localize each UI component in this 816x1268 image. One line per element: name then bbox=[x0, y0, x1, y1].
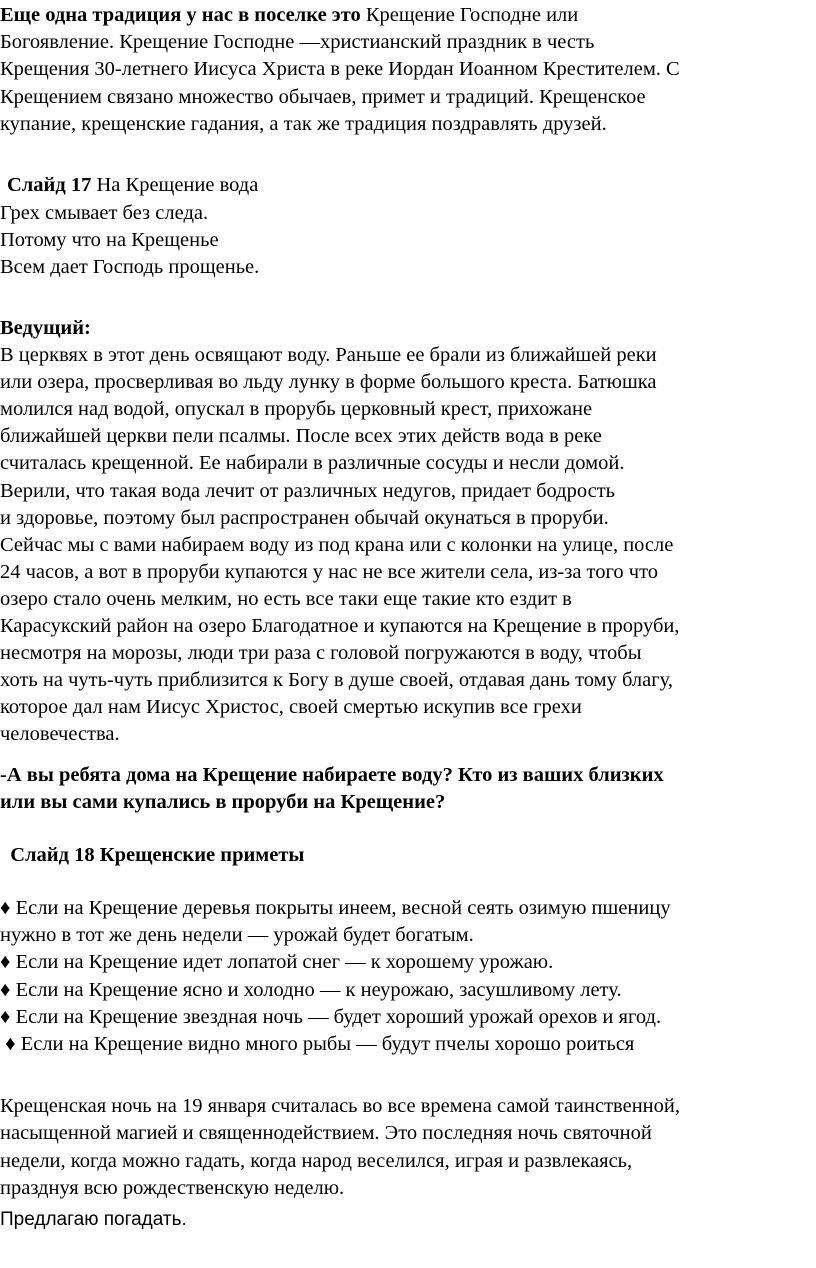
host-line-1: В церквях в этот день освящают воду. Раньше ее брали из ближайшей реки bbox=[0, 344, 657, 366]
question-line-2: или вы сами купались в проруби на Крещение? bbox=[0, 791, 446, 813]
slide17-line-1-rest: На Крещение вода bbox=[91, 174, 259, 196]
host-line-7: и здоровье, поэтому был распространен обычай окунаться в проруби. bbox=[0, 506, 609, 529]
host-line-4: ближайшей церкви пели псалмы. После всех этих действ вода в реке bbox=[0, 425, 602, 448]
night-line-4: празднуя всю рождественскую неделю. bbox=[0, 1176, 345, 1199]
host-line-12: несмотря на морозы, люди три раза с головой погружаются в воду, чтобы bbox=[0, 642, 642, 665]
omen-line-2: нужно в тот же день недели — урожай будет богатым. bbox=[0, 924, 474, 947]
slide17-line-1 bbox=[7, 172, 258, 199]
night-line-3: недели, когда можно гадать, когда народ веселился, играя и развлекаясь, bbox=[0, 1149, 633, 1172]
host-line-8: Сейчас мы с вами набираем воду из под крана или с колонки на улице, после bbox=[0, 533, 674, 556]
slide18-heading: Слайд 18 Крещенские приметы bbox=[0, 844, 305, 866]
closing-line: Предлагаю погадать. bbox=[0, 1209, 187, 1230]
host-line-9: 24 часов, а вот в проруби купаются у нас не все жители села, из-за того что bbox=[0, 560, 659, 583]
intro-line-1-rest: Крещение Господне или bbox=[360, 4, 579, 26]
host-line-6: Верили, что такая вода лечит от различных недугов, придает бодрость bbox=[0, 479, 615, 502]
host-label: Ведущий: bbox=[0, 317, 91, 339]
intro-line-4: Крещением связано множество обычаев, примет и традиций. Крещенское bbox=[0, 86, 646, 108]
host-line-13: хоть на чуть-чуть приблизится к Богу в душе своей, отдавая дань тому благу, bbox=[0, 669, 673, 692]
omen-line-3: ♦ Если на Крещение идет лопатой снег — к хорошему урожаю. bbox=[0, 951, 554, 974]
host-line-5: считалась крещенной. Ее набирали в различные сосуды и несли домой. bbox=[0, 452, 625, 475]
intro-line-5: купание, крещенские гадания, а так же традиция поздравлять друзей. bbox=[0, 113, 607, 135]
intro-line-3: Крещения 30-летнего Иисуса Христа в реке Иордан Иоанном Крестителем. С bbox=[0, 58, 680, 80]
omen-line-6: ♦ Если на Крещение видно много рыбы — будут пчелы хорошо роиться bbox=[0, 1033, 635, 1055]
question-line-1: -А вы ребята дома на Крещение набираете воду? Кто из ваших близких bbox=[0, 764, 664, 786]
intro-bold-lead: Еще одна традиция у нас в поселке это bbox=[0, 4, 361, 26]
omen-line-1: ♦ Если на Крещение деревья покрыты инеем, весной сеять озимую пшеницу bbox=[0, 897, 671, 919]
host-line-2: или озера, просверливая во льду лунку в форме большого креста. Батюшка bbox=[0, 371, 657, 394]
host-line-15: человечества. bbox=[0, 723, 120, 746]
slide17-label: Слайд 17 bbox=[7, 174, 92, 196]
host-line-10: озеро стало очень мелким, но есть все таки еще такие кто ездит в bbox=[0, 587, 572, 610]
host-line-3: молился над водой, опускал в прорубь церковный крест, прихожане bbox=[0, 398, 593, 421]
omen-line-5: ♦ Если на Крещение звездная ночь — будет хороший урожай орехов и ягод. bbox=[0, 1005, 662, 1028]
intro-line-1 bbox=[0, 2, 578, 29]
slide17-line-3: Потому что на Крещенье bbox=[0, 229, 219, 251]
host-line-14: которое дал нам Иисус Христос, своей смертью искупив все грехи bbox=[0, 696, 582, 719]
slide17-line-4: Всем дает Господь прощенье. bbox=[0, 256, 260, 278]
host-line-11: Карасукский район на озеро Благодатное и купаются на Крещение в проруби, bbox=[0, 615, 680, 637]
night-line-1: Крещенская ночь на 19 января считалась во все времена самой таинственной, bbox=[0, 1095, 681, 1117]
omen-line-4: ♦ Если на Крещение ясно и холодно — к неурожаю, засушливому лету. bbox=[0, 978, 622, 1001]
intro-line-2: Богоявление. Крещение Господне —христианский праздник в честь bbox=[0, 31, 595, 53]
slide17-line-2: Грех смывает без следа. bbox=[0, 202, 209, 224]
night-line-2: насыщенной магией и священнодействием. Это последняя ночь святочной bbox=[0, 1122, 652, 1145]
